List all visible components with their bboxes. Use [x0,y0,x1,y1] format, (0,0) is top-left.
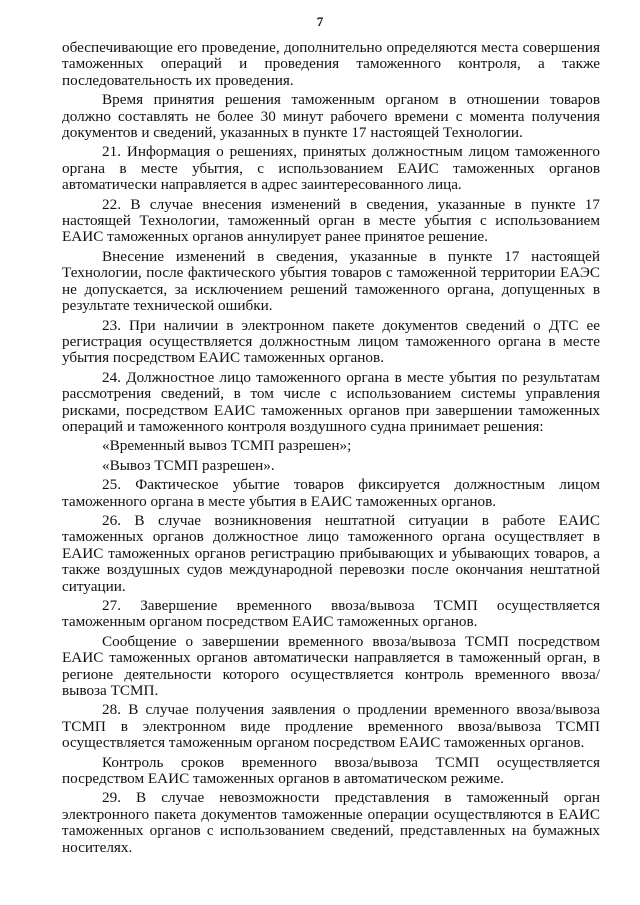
decision-temporary-export: «Временный вывоз ТСМП разрешен»; [102,437,352,455]
paragraph-item-29: 29. В случае невозможности представления в таможенный орган электронного пакета документов таможенные операции осуществляются в ЕАИС таможенных органов с использованием сведений, представленных на бумажных носителях. [62,789,600,856]
paragraph-item-23: 23. При наличии в электронном пакете документов сведений о ДТС ее регистрация осуществляется должностным лицом таможенного органа в месте убытия посредством ЕАИС таможенных органов. [62,316,600,367]
paragraph-decision-time: Время принятия решения таможенным органом в отношении товаров должно составлять не более 30 минут рабочего времени с момента получения документов и сведений, указанных в пункте 17 настоящей Технологии. [62,91,600,142]
paragraph-changes-restriction: Внесение изменений в сведения, указанные в пункте 17 настоящей Технологии, после фактического убытия товаров с таможенной территории ЕАЭС не допускается, за исключением решений таможенного органа, допущенных в результате технической ошибки. [62,247,600,315]
paragraph-item-25: 25. Фактическое убытие товаров фиксируется должностным лицом таможенного органа в месте убытия в ЕАИС таможенных органов. [62,476,600,510]
document-body [62,40,600,859]
page-number: 7 [316,14,324,29]
paragraph-completion-message: Сообщение о завершении временного ввоза/вывоза ТСМП посредством ЕАИС таможенных органов автоматически направляется в таможенный орган, в регионе деятельности которого осуществляется контроль временного ввоза/вывоза ТСМП. [62,632,600,700]
paragraph-item-22: 22. В случае внесения изменений в сведения, указанные в пункте 17 настоящей Технологии, таможенный орган в месте убытия с использованием ЕАИС таможенных органов аннулирует ранее принятое решение. [62,195,600,246]
paragraph-deadline-control: Контроль сроков временного ввоза/вывоза ТСМП осуществляется посредством ЕАИС таможенных органов в автоматическом режиме. [62,753,600,788]
paragraph-item-21: 21. Информация о решениях, принятых должностным лицом таможенного органа в месте убытия, с использованием ЕАИС таможенных органов автоматически направляется в адрес заинтересованного лица. [62,143,600,194]
paragraph-item-26: 26. В случае возникновения нештатной ситуации в работе ЕАИС таможенных органов должностное лицо таможенного органа осуществляет в ЕАИС таможенных органов регистрацию прибывающих и убывающих товаров, а также воздушных судов международной перевозки после окончания нештатной ситуации. [62,511,600,595]
paragraph-item-24: 24. Должностное лицо таможенного органа в месте убытия по результатам рассмотрения сведений, в том числе с использованием системы управления рисками, посредством ЕАИС таможенных органов при завершении таможенных операций и таможенного контроля воздушного судна принимает решения: [62,368,600,435]
paragraph-continuation: обеспечивающие его проведение, дополнительно определяются места совершения таможенных операций и проведения таможенного контроля, а также последовательность их проведения. [62,39,600,89]
paragraph-item-28: 28. В случае получения заявления о продлении временного ввоза/вывоза ТСМП в электронном виде продление временного ввоза/вывоза ТСМП осуществляется таможенным органом посредством ЕАИС таможенных органов. [62,701,600,752]
decision-export: «Вывоз ТСМП разрешен». [102,456,275,474]
paragraph-item-27: 27. Завершение временного ввоза/вывоза ТСМП осуществляется таможенным органом посредством ЕАИС таможенных органов. [62,597,600,631]
